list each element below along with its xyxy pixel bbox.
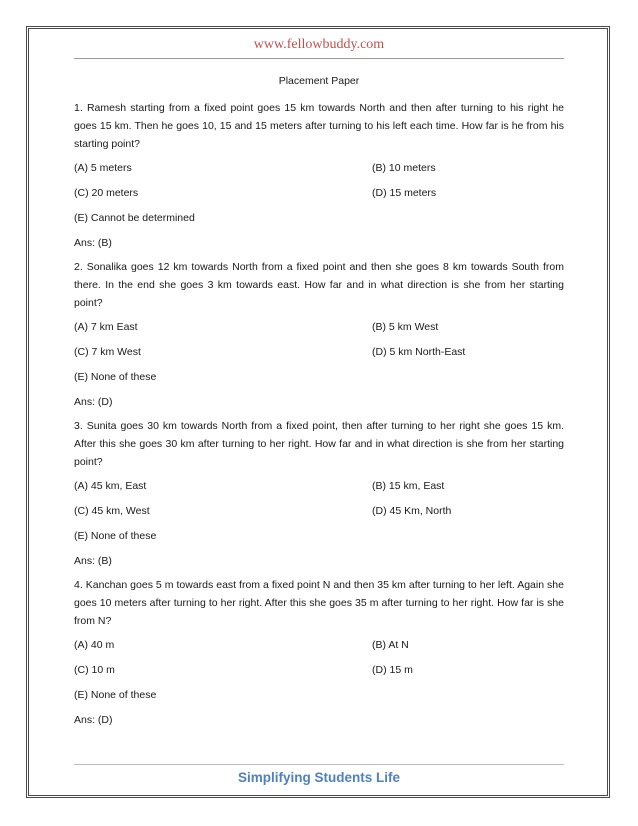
question-text: 4. Kanchan goes 5 m towards east from a fixed point N and then 35 km after turning to her left. Again she goes 10 meters after turning to her right. After this she goes 35 m after turning to her right. How far is she from N?	[74, 579, 564, 627]
option-d: (D) 5 km North-East	[372, 346, 466, 358]
answer: Ans: (D)	[74, 714, 113, 726]
option-row	[74, 502, 564, 520]
question-text: 2. Sonalika goes 12 km towards North from a fixed point and then she goes 8 km towards South from there. In the end she goes 3 km towards east. How far and in what direction is she from her starting point?	[74, 261, 564, 309]
answer: Ans: (B)	[74, 237, 112, 249]
option-a: (A) 45 km, East	[74, 480, 147, 492]
option-d: (D) 15 m	[372, 664, 413, 676]
option-row	[74, 661, 564, 679]
question-list	[74, 99, 564, 735]
question-block	[74, 99, 564, 252]
option-d: (D) 45 Km, North	[372, 505, 452, 517]
option-row	[74, 343, 564, 361]
option-e: (E) Cannot be determined	[74, 212, 195, 224]
header-url[interactable]: www.fellowbuddy.com	[253, 37, 385, 52]
question-block	[74, 258, 564, 411]
footer-tagline: Simplifying Students Life	[237, 770, 400, 785]
question-block	[74, 576, 564, 729]
option-c: (C) 10 m	[74, 664, 115, 676]
option-b: (B) At N	[372, 639, 409, 651]
option-c: (C) 45 km, West	[74, 505, 150, 517]
answer: Ans: (D)	[74, 396, 113, 408]
option-row	[74, 636, 564, 654]
option-d: (D) 15 meters	[372, 187, 437, 199]
option-b: (B) 15 km, East	[372, 480, 445, 492]
option-c: (C) 20 meters	[74, 187, 139, 199]
option-a: (A) 40 m	[74, 639, 115, 651]
answer: Ans: (B)	[74, 555, 112, 567]
option-row	[74, 318, 564, 336]
option-e: (E) None of these	[74, 530, 157, 542]
question-text: 3. Sunita goes 30 km towards North from a fixed point, then after turning to her right she goes 15 km. After this she goes 30 km after turning to her right. How far and in what direction is she from her starting point?	[74, 420, 564, 468]
option-c: (C) 7 km West	[74, 346, 141, 358]
question-text: 1. Ramesh starting from a fixed point goes 15 km towards North and then after turning to his right he goes 15 km. Then he goes 10, 15 and 15 meters after turning to his left each time. How far is he from his starting point?	[74, 102, 564, 150]
option-a: (A) 7 km East	[74, 321, 138, 333]
option-row	[74, 184, 564, 202]
page-title: Placement Paper	[278, 75, 360, 87]
question-block	[74, 417, 564, 570]
option-a: (A) 5 meters	[74, 162, 132, 174]
option-b: (B) 5 km West	[372, 321, 439, 333]
option-e: (E) None of these	[74, 689, 157, 701]
footer-divider	[74, 764, 564, 765]
option-row	[74, 477, 564, 495]
option-b: (B) 10 meters	[372, 162, 436, 174]
header-divider	[74, 58, 564, 59]
option-e: (E) None of these	[74, 371, 157, 383]
option-row	[74, 159, 564, 177]
